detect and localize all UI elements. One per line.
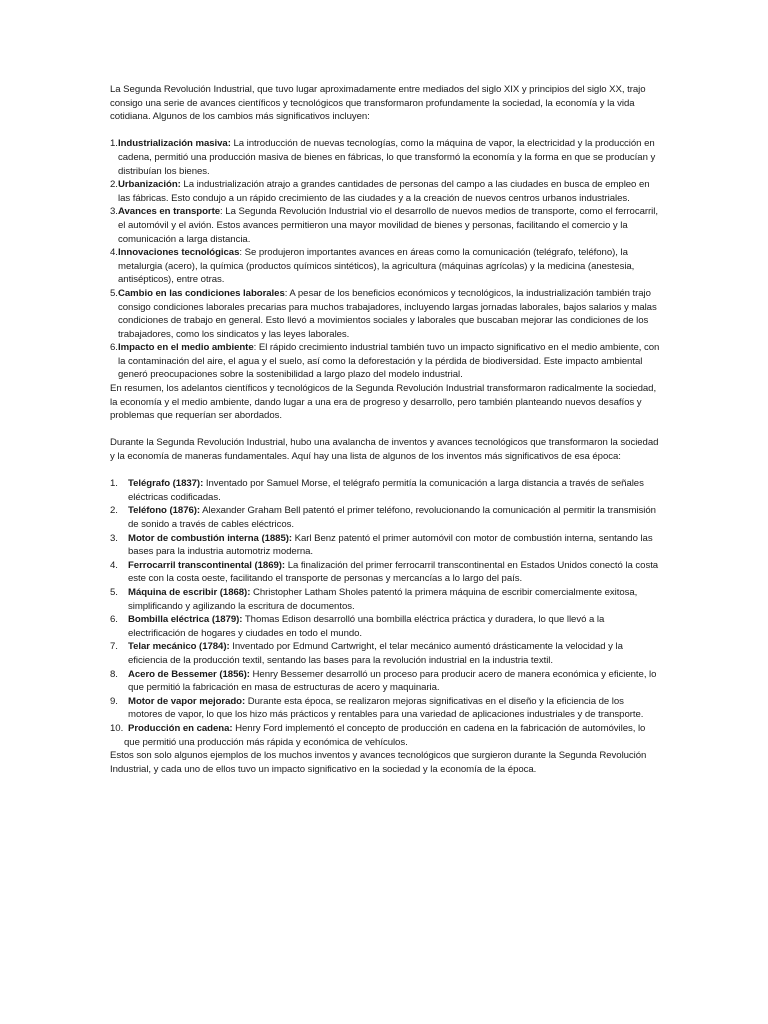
item-title: Motor de vapor mejorado: <box>128 695 246 707</box>
summary-paragraph: En resumen, los adelantos científicos y tecnológicos de la Segunda Revolución Industrial transformaron radicalmente la sociedad, la economía y el medio ambiente, dando lugar a una era de progreso y desarrollo, pero también planteando nuevos desafíos y problemas que requerían ser abordados. <box>110 383 657 422</box>
list-item <box>110 477 660 504</box>
list-item <box>110 722 660 749</box>
item-text: : A pesar de los beneficios económicos y tecnológicos, la industrialización también trajo consigo condiciones laborales precarias para muchos trabajadores, incluyendo largas jornadas laborales, bajos salarios y malas condiciones de trabajo en general. Esto llevó a movimientos sociales y laborales que buscaban mejorar las condiciones de los trabajadores, como los sindicatos y las leyes laborales. <box>118 287 657 340</box>
item-number: 3. <box>110 206 118 218</box>
list-item <box>110 246 660 287</box>
item-title: Teléfono (1876): <box>128 505 201 517</box>
item-title: Telar mecánico (1784): <box>128 641 230 653</box>
list-item <box>110 341 660 382</box>
item-text: Henry Ford implementó el concepto de producción en cadena en la fabricación de automóviles, lo que permitió una producción más rápida y económica de vehículos. <box>124 722 646 748</box>
item-number: 4. <box>110 247 118 259</box>
item-text: Inventado por Samuel Morse, el telégrafo permitía la comunicación a larga distancia a través de señales eléctricas codificadas. <box>128 478 644 503</box>
item-text: Alexander Graham Bell patentó el primer teléfono, revolucionando la comunicación al permitir la transmisión de sonido a través de cables eléctricos. <box>128 505 656 530</box>
item-text: La finalización del primer ferrocarril transcontinental en Estados Unidos conectó la costa este con la costa oeste, facilitando el transporte de personas y mercancías a lo largo del país. <box>128 559 659 585</box>
item-title: Acero de Bessemer (1856): <box>128 668 250 680</box>
list-item <box>110 504 660 531</box>
item-text: La industrialización atrajo a grandes cantidades de personas del campo a las ciudades en busca de empleo en las fábricas. Esto condujo a un rápido crecimiento de las ciudades y a la creación de nuevos centros urbanos industriales. <box>118 179 650 204</box>
document-page <box>110 83 660 776</box>
item-number: 7. <box>110 641 118 653</box>
item-text: Inventado por Edmund Cartwright, el telar mecánico aumentó drásticamente la velocidad y la eficiencia de la producción textil, sentando las bases para la revolución industrial en la industria textil. <box>128 641 623 666</box>
list-item <box>110 137 660 178</box>
item-text: Christopher Latham Sholes patentó la primera máquina de escribir comercialmente exitosa, simplificando y agilizando la escritura de documentos. <box>128 586 638 612</box>
item-number: 1. <box>110 138 118 150</box>
intro-paragraph: La Segunda Revolución Industrial, que tuvo lugar aproximadamente entre mediados del siglo XIX y principios del siglo XX, trajo consigo una serie de avances científicos y tecnológicos que transformaron profundamente la sociedad, la economía y la vida cotidiana. Algunos de los cambios más significativos incluyen: <box>110 84 646 123</box>
list-item <box>110 532 660 559</box>
list-item <box>110 668 660 695</box>
item-title: Bombilla eléctrica (1879): <box>128 614 243 626</box>
item-title: Ferrocarril transcontinental (1869): <box>128 559 286 571</box>
item-number: 9. <box>110 695 118 707</box>
item-title: Innovaciones tecnológicas <box>118 247 240 259</box>
item-text: Karl Benz patentó el primer automóvil con motor de combustión interna, sentando las bases para la industria automotriz moderna. <box>128 532 653 558</box>
item-title: Producción en cadena: <box>128 722 233 734</box>
item-number: 4. <box>110 559 118 571</box>
item-title: Industrialización masiva: <box>118 138 231 150</box>
list-item <box>110 613 660 640</box>
item-text: : La Segunda Revolución Industrial vio el desarrollo de nuevos medios de transporte, como el ferrocarril, el automóvil y el avión. Estos avances permitieron una mayor movilidad de bienes y personas, facilitando el comercio y la comunicación a larga distancia. <box>118 206 658 245</box>
item-number: 2. <box>110 179 118 191</box>
item-number: 3. <box>110 532 118 544</box>
closing-paragraph: Estos son solo algunos ejemplos de los muchos inventos y avances tecnológicos que surgieron durante la Segunda Revolución Industrial, y cada uno de ellos tuvo un impacto significativo en la sociedad y la economía de la época. <box>110 750 647 775</box>
inventions-intro-paragraph: Durante la Segunda Revolución Industrial, hubo una avalancha de inventos y avances tecnológicos que transformaron la sociedad y la economía de maneras fundamentales. Aquí hay una lista de algunos de los inventos más significativos de esa época: <box>110 437 659 463</box>
item-number: 6. <box>110 614 118 626</box>
item-title: Telégrafo (1837): <box>128 478 204 490</box>
item-text: Durante esta época, se realizaron mejoras significativas en el diseño y la eficiencia de los motores de vapor, lo que los hizo más prácticos y rentables para una variedad de aplicaciones industriales y de transporte. <box>128 695 644 721</box>
list-item <box>110 559 660 586</box>
item-title: Máquina de escribir (1868): <box>128 586 251 598</box>
list-item <box>110 695 660 722</box>
list-item <box>110 586 660 613</box>
item-number: 5. <box>110 287 118 299</box>
list-item <box>110 640 660 667</box>
inventions-list <box>110 477 660 749</box>
changes-list <box>110 137 660 382</box>
item-text: La introducción de nuevas tecnologías, como la máquina de vapor, la electricidad y la producción en cadena, permitió una producción masiva de bienes en fábricas, lo que transformó la economía y la forma en que se producían y distribuían los bienes. <box>118 138 656 177</box>
item-text: Henry Bessemer desarrolló un proceso para producir acero de manera económica y eficiente, lo que permitió la fabricación en masa de estructuras de acero y maquinaria. <box>128 668 657 694</box>
list-item <box>110 178 660 205</box>
item-number: 10. <box>110 722 124 734</box>
list-item <box>110 205 660 246</box>
item-title: Urbanización: <box>118 179 181 191</box>
item-text: Thomas Edison desarrolló una bombilla eléctrica práctica y duradera, lo que llevó a la electrificación de hogares y ciudades en todo el mundo. <box>128 614 605 639</box>
item-number: 8. <box>110 668 118 680</box>
item-title: Avances en transporte <box>118 206 221 218</box>
item-title: Cambio en las condiciones laborales <box>118 287 285 299</box>
item-text: : Se produjeron importantes avances en áreas como la comunicación (telégrafo, teléfono), la metalurgia (acero), la química (productos químicos sintéticos), la agricultura (máquinas agrícolas) y la medicina (anestesia, antisépticos), entre otras. <box>118 247 635 286</box>
item-number: 1. <box>110 478 118 490</box>
item-text: : El rápido crecimiento industrial también tuvo un impacto significativo en el medio ambiente, con la contaminación del aire, el agua y el suelo, así como la deforestación y la pérdida de biodiversidad. Este impacto ambiental generó preocupaciones sobre la sostenibilidad a largo plazo del modelo industrial. <box>118 342 660 381</box>
item-number: 5. <box>110 586 118 598</box>
item-number: 2. <box>110 505 118 517</box>
list-item <box>110 287 660 341</box>
item-title: Impacto en el medio ambiente <box>118 342 254 354</box>
item-title: Motor de combustión interna (1885): <box>128 532 293 544</box>
item-number: 6. <box>110 342 118 354</box>
